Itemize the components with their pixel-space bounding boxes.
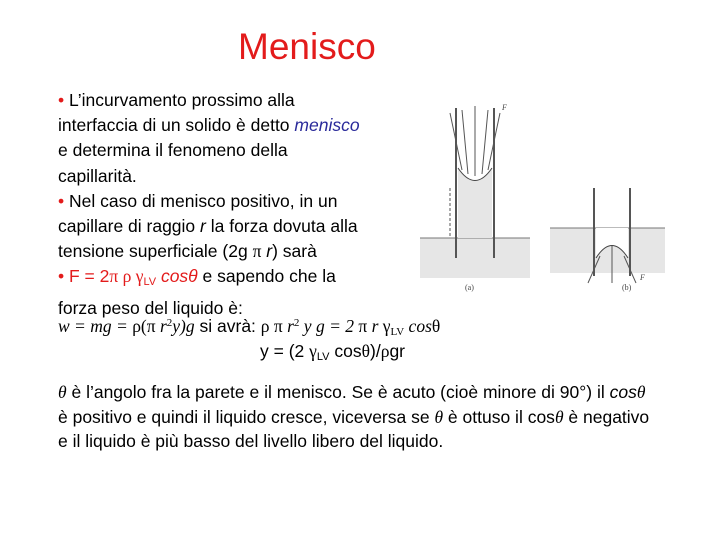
force-formula-symbols: π ρ γ [109,266,144,287]
force-formula: F = 2 [69,266,110,287]
eq-w-part: γ [382,316,391,336]
bullet-1-line-2: interfaccia di un solido è detto [58,115,295,136]
force-label-a: F [502,103,507,112]
eq-w-part: 2 [293,317,300,329]
para-cos: cos [609,382,637,402]
eq-w-part: r [155,316,167,336]
bullet-text-block [58,88,418,321]
bullet-1-line-4: capillarità. [58,165,137,186]
theta-symbol: θ [636,382,646,402]
eq-y-part: γ [309,341,317,361]
bullet-1-line-3: e determina il fenomeno della [58,140,288,161]
bullet-3-line-2: forza peso del liquido è: [58,297,243,318]
bullet-1 [58,88,418,189]
explanation-paragraph [58,380,658,454]
weight-equation [58,316,440,338]
bullet-2-line-3-end: ) sarà [272,241,317,262]
capillary-diagram [410,98,670,298]
radius-symbol: r [200,216,206,237]
theta-symbol: θ [554,406,564,427]
eq-w-part: r [367,316,383,336]
eq-w-part: si avrà: [194,316,261,336]
figure-label-a: (a) [465,283,474,292]
pi-symbol: π [252,241,262,262]
eq-w-part: LV [390,326,405,338]
eq-y-part: )/ [370,341,381,361]
eq-y-part: LV [316,351,330,363]
bullet-3 [58,264,418,320]
theta-symbol: θ [434,406,444,427]
bullet-1-line-1: L’incurvamento prossimo alla [69,90,295,110]
eq-y-part: ρ [380,341,390,361]
eq-y-part: cos [329,341,362,361]
eq-w-part: w = mg = [58,316,133,336]
eq-w-part: 2 [166,317,173,329]
bullet-marker: • [58,90,69,110]
radius-symbol: r [261,241,273,262]
para-text: è positivo e quindi il liquido cresce, viceversa se [58,406,435,427]
bullet-marker: • [58,190,69,211]
bullet-marker: • [58,266,69,287]
diagram-b [550,188,665,283]
figure-label-b: (b) [622,283,632,292]
eq-y-part: y = (2 [260,341,310,361]
para-text: è ottuso il cos [443,406,555,427]
bullet-2-line-3: tensione superficiale (2g [58,241,253,262]
eq-y-part: gr [389,341,405,361]
force-arrow [462,110,468,174]
eq-w-part: π [358,316,368,336]
height-equation [260,341,405,363]
bullet-2-line-2: capillare di raggio [58,216,201,237]
liquid-bath-a [420,238,530,278]
eq-w-part: y g = 2 [299,316,359,336]
eq-w-part: θ [431,316,441,336]
force-arrow [482,110,488,174]
bullet-3-line-1-end: e sapendo che la [197,266,336,287]
force-formula-cos: cosθ [156,266,198,287]
diagram-a [420,106,530,278]
bullet-2 [58,189,418,265]
bullet-2-line-1: Nel caso di menisco positivo, in un [69,190,338,211]
eq-w-part: ρ π [260,316,283,336]
force-label-b: F [640,273,645,282]
eq-w-part: y)g [172,316,195,336]
menisco-term: menisco [294,115,360,136]
theta-symbol: θ [58,382,67,402]
slide-title: Menisco [238,26,376,67]
eq-y-part: θ [361,341,370,361]
eq-w-part: cos [404,316,432,336]
eq-w-part: ρ(π [132,316,156,336]
para-text: è negativo e il liquido è più basso del livello libero del liquido. [58,406,650,451]
eq-w-part: r [282,316,294,336]
force-formula-subscript: LV [143,276,157,289]
bullet-2-line-2-end: la forza dovuta alla [205,216,358,237]
para-text: è l’angolo fra la parete e il menisco. Se è acuto (cioè minore di 90°) il [66,382,610,402]
